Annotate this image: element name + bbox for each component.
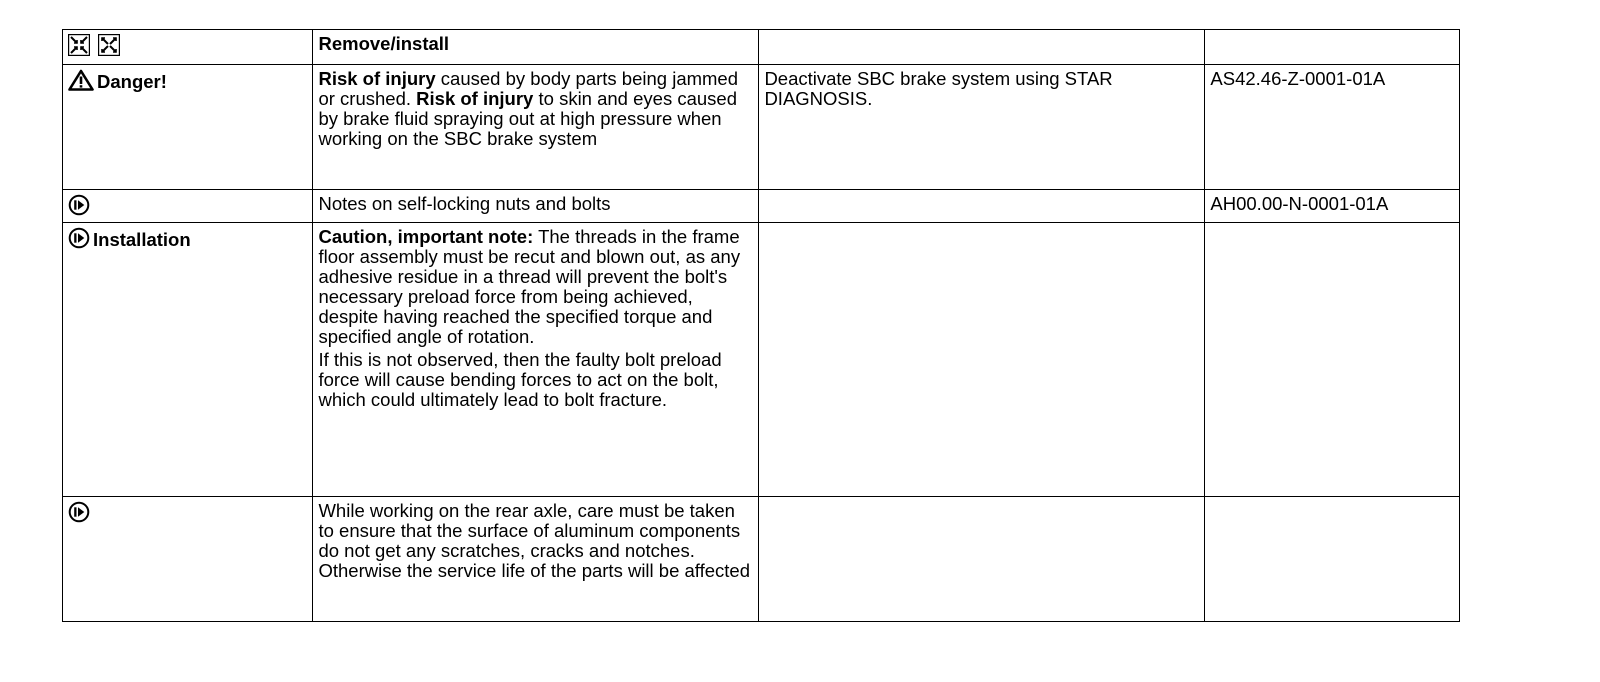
caution-label: Caution, important note: [318, 226, 534, 247]
risk-label: Risk of injury [318, 68, 436, 89]
header-empty-cell [759, 30, 1205, 65]
table-row-header [63, 30, 1460, 65]
notes-text-cell [313, 190, 759, 223]
note-arrow-icon [68, 227, 90, 249]
danger-text-cell [313, 65, 759, 190]
table-row-danger [63, 65, 1460, 190]
danger-label: Danger! [97, 71, 167, 92]
remove-icon [68, 34, 90, 56]
rear-axle-icon-cell [63, 497, 313, 622]
risk-label: Risk of injury [416, 88, 534, 109]
danger-text: to skin and eyes caused by brake fluid spraying out at high pressure when working on the SBC brake system [318, 88, 737, 149]
note-arrow-icon [68, 501, 90, 523]
notes-reference-cell [1205, 190, 1460, 223]
rear-axle-empty-cell [759, 497, 1205, 622]
section-title: Remove/install [318, 33, 450, 54]
danger-label-cell [63, 65, 313, 190]
procedure-table [62, 29, 1460, 622]
consequence-paragraph: If this is not observed, then the faulty bolt preload force will cause bending forces to act on the bolt, which could ultimately lead to bolt fracture. [318, 349, 722, 410]
danger-reference-cell [1205, 65, 1460, 190]
table-row-rear-axle [63, 497, 1460, 622]
danger-action-cell [759, 65, 1205, 190]
rear-axle-empty-cell [1205, 497, 1460, 622]
danger-action-text: Deactivate SBC brake system using STAR DIAGNOSIS. [764, 68, 1113, 109]
table-row-installation [63, 223, 1460, 497]
caution-text: The threads in the frame floor assembly must be recut and blown out, as any adhesive residue in a thread will prevent the bolt's necessary preload force from being achieved, despite having reached the specified torque and specified angle of rotation. [318, 226, 741, 347]
installation-label-cell [63, 223, 313, 497]
install-icon [98, 34, 120, 56]
header-icons-cell [63, 30, 313, 65]
danger-text: caused by body parts being jammed or crushed. [318, 68, 739, 109]
installation-empty-cell [759, 223, 1205, 497]
note-arrow-icon [68, 194, 90, 216]
installation-label: Installation [93, 229, 191, 250]
caution-paragraph [318, 227, 754, 347]
table-row-notes [63, 190, 1460, 223]
warning-triangle-icon [68, 69, 94, 91]
header-title [313, 30, 759, 65]
notes-icon-cell [63, 190, 313, 223]
installation-text-cell [313, 223, 759, 497]
notes-text: Notes on self-locking nuts and bolts [318, 193, 611, 214]
installation-empty-cell [1205, 223, 1460, 497]
rear-axle-text: While working on the rear axle, care must be taken to ensure that the surface of aluminum components do not get any scratches, cracks and notches. Otherwise the service life of the parts will be affected [318, 500, 751, 581]
notes-empty-cell [759, 190, 1205, 223]
header-empty-cell [1205, 30, 1460, 65]
document-reference: AS42.46-Z-0001-01A [1210, 68, 1386, 89]
rear-axle-text-cell [313, 497, 759, 622]
document-reference: AH00.00-N-0001-01A [1210, 193, 1389, 214]
